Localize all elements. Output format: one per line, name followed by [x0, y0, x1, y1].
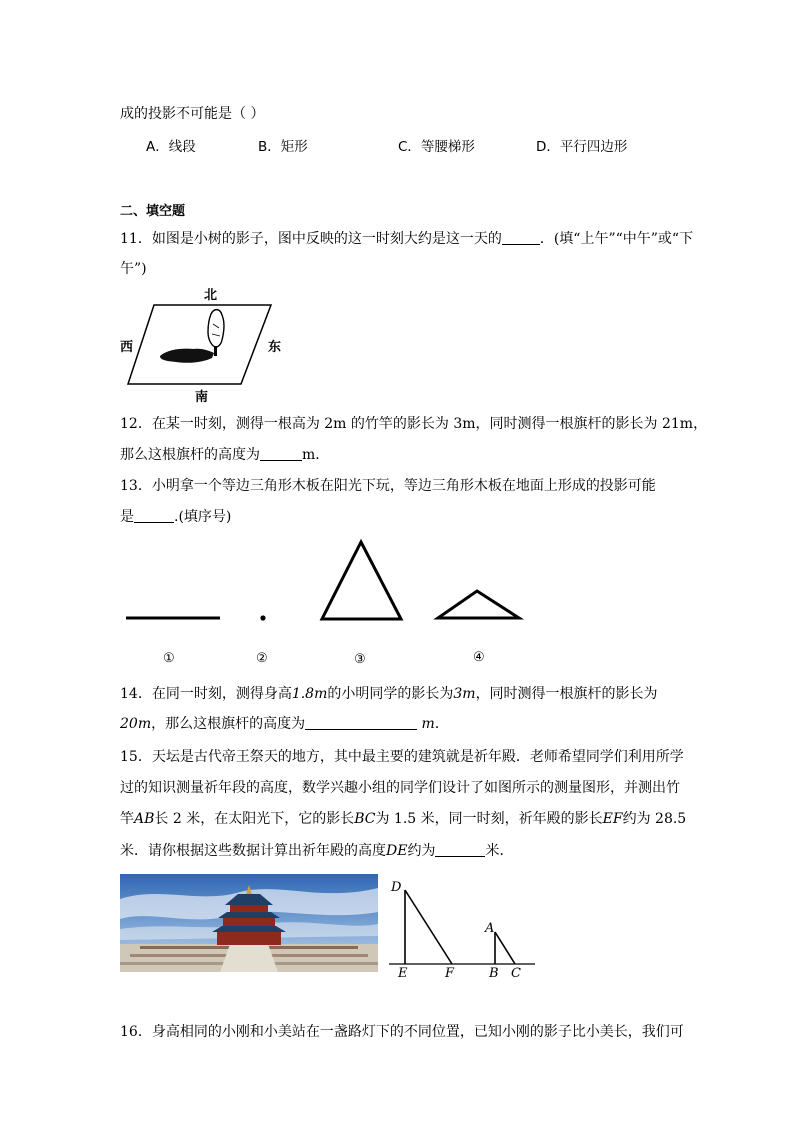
q14-text-mid: 的小明同学的影长为	[327, 686, 454, 702]
q15-line3	[120, 809, 686, 829]
point-label-a: A	[485, 921, 495, 936]
q14-answer-blank[interactable]	[305, 715, 417, 730]
q14-height-value: 1.8m	[291, 686, 328, 702]
q15-text-d: 约为 28.5	[622, 811, 687, 827]
point-label-c: C	[511, 966, 521, 980]
q14-text-post: ，同时测得一根旗杆的影长为	[475, 686, 658, 702]
q13-text-pre: 是	[120, 509, 134, 525]
photo-temple-mid	[223, 917, 275, 926]
temple-of-heaven-photo	[120, 874, 378, 972]
segment-df	[405, 890, 452, 964]
tree-shadow-figure	[116, 284, 296, 404]
q12-text-post: m．	[302, 447, 330, 463]
q16-line1: 16．身高相同的小刚和小美站在一盏路灯下的不同位置，已知小刚的影子比小美长，我们可	[120, 1024, 684, 1040]
projection-point	[260, 615, 265, 620]
q11-line1	[120, 229, 693, 249]
tree-crown	[208, 310, 224, 348]
q14-flag-shadow-value: 20m	[120, 716, 152, 732]
q14-unit: m	[421, 716, 435, 732]
shape-label-4: ④	[473, 650, 485, 665]
shape-label-2: ②	[256, 651, 268, 666]
q15-line4	[120, 841, 513, 861]
q10-option-d: D．平行四边形	[536, 139, 628, 155]
q13-answer-blank[interactable]	[134, 508, 174, 523]
q15-text-c: 为 1.5 米，同一时刻，祈年殿的影长	[375, 811, 603, 827]
q14-line1	[120, 684, 658, 704]
projection-obtuse-triangle	[438, 591, 519, 618]
q11-text-post: ．(填“上午”“中午”或“下	[539, 231, 694, 247]
photo-roof-2	[218, 912, 280, 918]
photo-stairs	[220, 944, 278, 972]
q11-answer-blank[interactable]	[502, 230, 540, 245]
q14-text-mid2: ，那么这根旗杆的高度为	[151, 716, 306, 732]
point-label-e: E	[398, 966, 408, 980]
q15-text-b: 长 2 米，在太阳光下，它的影长	[154, 811, 355, 827]
q11-text-pre: 11．如图是小树的影子，图中反映的这一时刻大约是这一天的	[120, 231, 502, 247]
q12-line2	[120, 445, 329, 465]
q14-text-end: ．	[434, 716, 449, 732]
q15-text-e: 米．请你根据这些数据计算出祈年殿的高度	[120, 843, 386, 859]
q14-text-pre: 14．在同一时刻，测得身高	[120, 686, 292, 702]
point-label-f: F	[445, 966, 455, 980]
section-title: 二、填空题	[120, 204, 186, 219]
measurement-figure	[385, 876, 540, 980]
q10-option-a: A．线段	[146, 139, 196, 155]
ground-parallelogram	[128, 305, 271, 384]
q14-line2	[120, 714, 449, 734]
q10-option-c: C．等腰梯形	[398, 139, 475, 155]
q12-text-pre: 那么这根旗杆的高度为	[120, 447, 260, 463]
tree-trunk	[214, 346, 217, 356]
photo-roof-1	[212, 926, 286, 932]
q15-var-de: DE	[386, 843, 408, 859]
q15-var-ef: EF	[602, 811, 623, 827]
shape-label-3: ③	[354, 652, 366, 667]
q15-line1: 15．天坛是古代帝王祭天的地方，其中最主要的建筑就是祈年殿．老师希望同学们利用所学	[120, 749, 684, 765]
label-north: 北	[204, 288, 218, 303]
q12-answer-blank[interactable]	[260, 446, 302, 461]
q15-line2: 过的知识测量祈年段的高度，数学兴趣小组的同学们设计了如图所示的测量图形，并测出竹	[120, 780, 680, 796]
point-label-d: D	[391, 880, 402, 895]
q12-line1: 12．在某一时刻，测得一根高为 2m 的竹竿的影长为 3m，同时测得一根旗杆的影长为 21m，	[120, 416, 708, 432]
q15-var-bc: BC	[354, 811, 376, 827]
photo-temple-base	[217, 932, 281, 945]
q15-text-a: 竿	[120, 811, 134, 827]
q10-tail: 成的投影不可能是（ ）	[120, 106, 265, 122]
label-south: 南	[195, 390, 209, 404]
photo-temple-top	[230, 904, 268, 912]
q13-line1: 13．小明拿一个等边三角形木板在阳光下玩，等边三角形木板在地面上形成的投影可能	[120, 478, 656, 494]
q14-shadow-value: 3m	[453, 686, 476, 702]
q13-text-post: .(填序号)	[174, 509, 232, 525]
triangle-projection-figure	[120, 535, 530, 670]
q11-line2: 午”)	[120, 261, 147, 277]
q10-option-b: B．矩形	[258, 139, 308, 155]
q15-text-g: 米．	[485, 843, 514, 859]
projection-equilateral-triangle	[322, 542, 401, 619]
label-east: 东	[268, 340, 282, 355]
q15-answer-blank[interactable]	[435, 842, 485, 857]
segment-ac	[495, 932, 515, 964]
q13-line2	[120, 507, 231, 527]
label-west: 西	[120, 340, 134, 355]
q15-text-f: 约为	[407, 843, 436, 859]
tree-shadow	[160, 349, 214, 363]
point-label-b: B	[489, 966, 499, 980]
q15-var-ab: AB	[134, 811, 155, 827]
shape-label-1: ①	[163, 651, 175, 666]
